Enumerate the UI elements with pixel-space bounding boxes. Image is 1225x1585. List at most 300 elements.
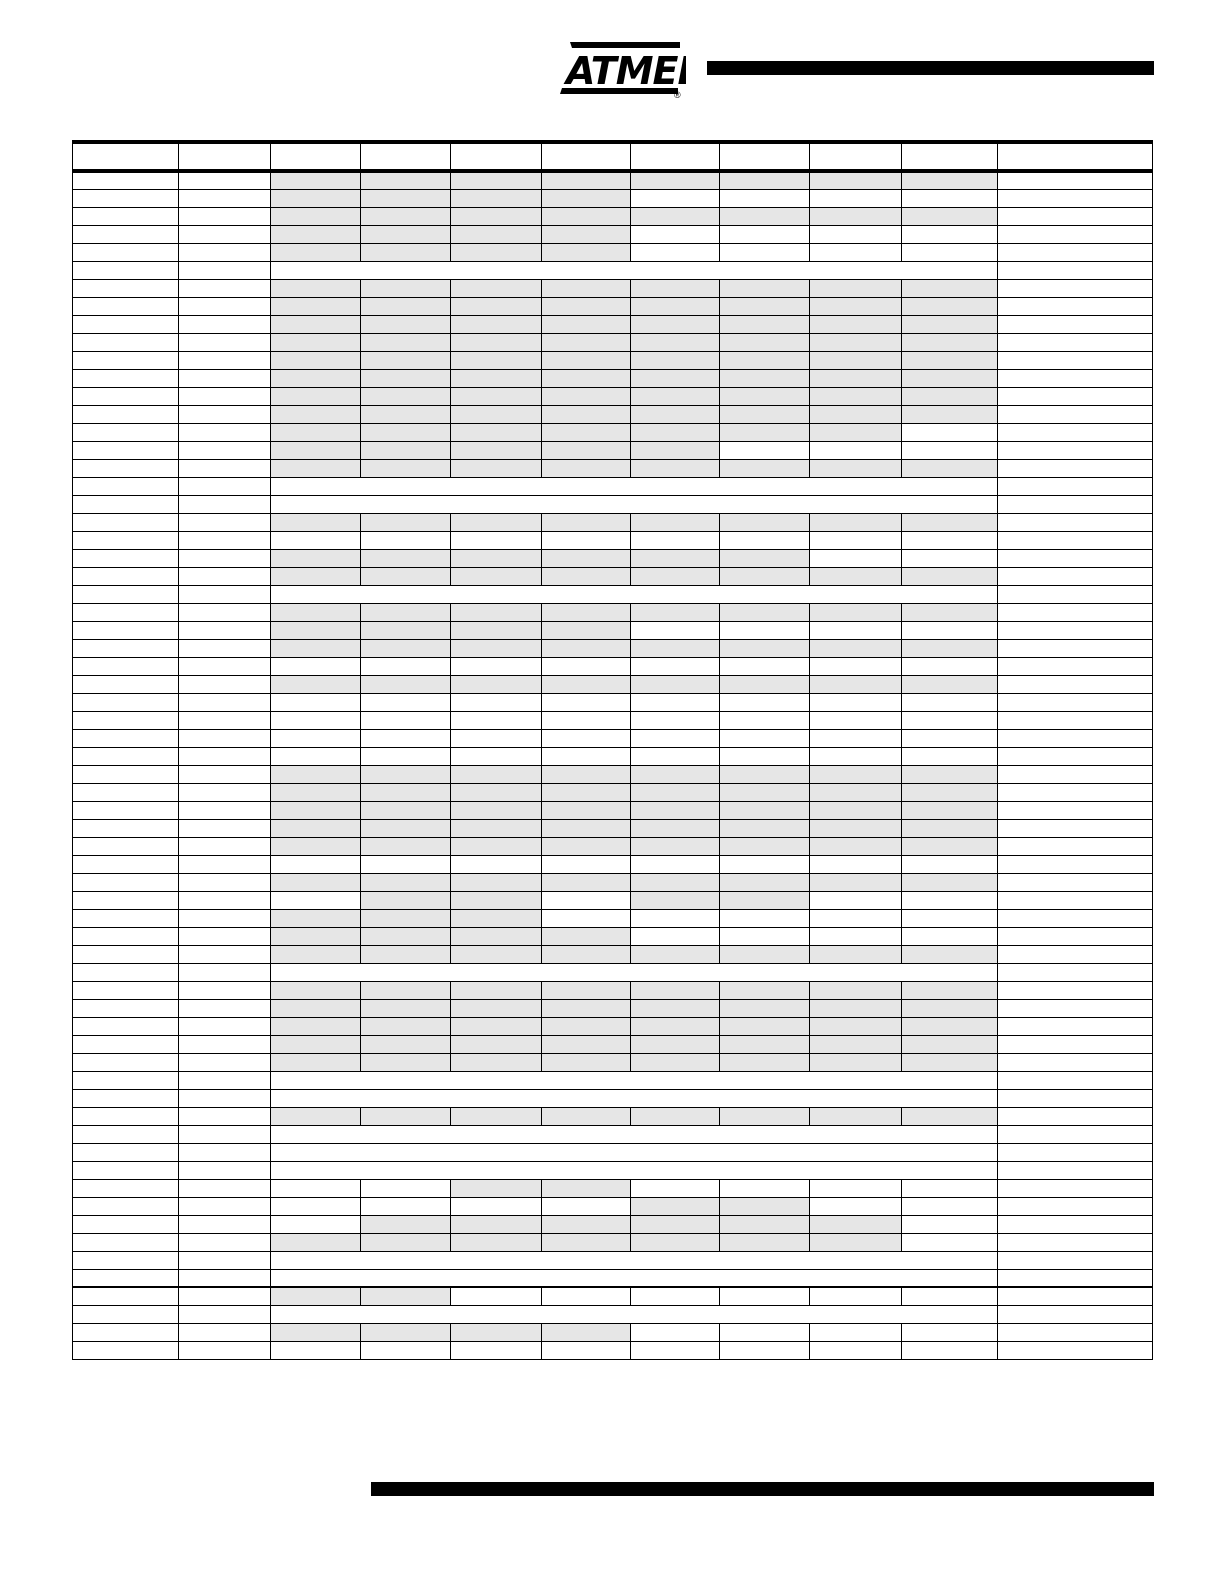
address-cell bbox=[73, 1197, 179, 1215]
bit-cell bbox=[720, 315, 810, 333]
bit-cell bbox=[451, 1233, 542, 1251]
address-cell bbox=[73, 297, 179, 315]
name-cell bbox=[179, 1107, 271, 1125]
bit-cell bbox=[542, 819, 631, 837]
bit-cell bbox=[451, 657, 542, 675]
bit-cell bbox=[542, 801, 631, 819]
bit-cell bbox=[451, 351, 542, 369]
address-cell bbox=[73, 999, 179, 1017]
bit-cell bbox=[361, 639, 451, 657]
bit-cell bbox=[271, 1341, 361, 1359]
table-row bbox=[73, 567, 1153, 585]
address-cell bbox=[73, 315, 179, 333]
bit-cell bbox=[361, 441, 451, 459]
name-cell bbox=[179, 837, 271, 855]
address-cell bbox=[73, 963, 179, 981]
address-cell bbox=[73, 1035, 179, 1053]
table-row bbox=[73, 1251, 1153, 1269]
address-cell bbox=[73, 1017, 179, 1035]
page-cell bbox=[998, 261, 1153, 279]
table-row bbox=[73, 945, 1153, 963]
bit-cell bbox=[720, 765, 810, 783]
table-row bbox=[73, 891, 1153, 909]
address-cell bbox=[73, 621, 179, 639]
page-cell bbox=[998, 495, 1153, 513]
bit-cell bbox=[631, 1341, 720, 1359]
bit-cell bbox=[902, 693, 998, 711]
bit-cell bbox=[631, 441, 720, 459]
bit-cell bbox=[542, 999, 631, 1017]
bit-cell bbox=[810, 801, 902, 819]
table-row bbox=[73, 369, 1153, 387]
table-row bbox=[73, 729, 1153, 747]
bit-cell bbox=[631, 891, 720, 909]
page-cell bbox=[998, 441, 1153, 459]
reserved-span-cell bbox=[271, 477, 998, 495]
bit-cell bbox=[451, 873, 542, 891]
bit-cell bbox=[631, 873, 720, 891]
bit-cell bbox=[631, 675, 720, 693]
footer-rule bbox=[371, 1482, 1154, 1496]
table-row bbox=[73, 801, 1153, 819]
page-cell bbox=[998, 873, 1153, 891]
reserved-span-cell bbox=[271, 963, 998, 981]
bit-cell bbox=[542, 189, 631, 207]
address-cell bbox=[73, 1107, 179, 1125]
bit-cell bbox=[451, 531, 542, 549]
header-cell bbox=[720, 142, 810, 171]
bit-cell bbox=[631, 423, 720, 441]
bit-cell bbox=[902, 729, 998, 747]
bit-cell bbox=[361, 783, 451, 801]
page-cell bbox=[998, 1035, 1153, 1053]
bit-cell bbox=[902, 1107, 998, 1125]
bit-cell bbox=[720, 603, 810, 621]
bit-cell bbox=[902, 837, 998, 855]
bit-cell bbox=[810, 693, 902, 711]
bit-cell bbox=[542, 1107, 631, 1125]
bit-cell bbox=[631, 387, 720, 405]
name-cell bbox=[179, 171, 271, 189]
bit-cell bbox=[902, 801, 998, 819]
bit-cell bbox=[451, 909, 542, 927]
name-cell bbox=[179, 855, 271, 873]
bit-cell bbox=[902, 891, 998, 909]
table-row bbox=[73, 333, 1153, 351]
bit-cell bbox=[720, 1197, 810, 1215]
page-cell bbox=[998, 963, 1153, 981]
bit-cell bbox=[271, 243, 361, 261]
bit-cell bbox=[451, 441, 542, 459]
bit-cell bbox=[631, 657, 720, 675]
bit-cell bbox=[720, 441, 810, 459]
address-cell bbox=[73, 369, 179, 387]
page-cell bbox=[998, 405, 1153, 423]
name-cell bbox=[179, 1017, 271, 1035]
page-cell bbox=[998, 801, 1153, 819]
bit-cell bbox=[720, 531, 810, 549]
bit-cell bbox=[542, 441, 631, 459]
bit-cell bbox=[810, 279, 902, 297]
bit-cell bbox=[271, 1197, 361, 1215]
address-cell bbox=[73, 171, 179, 189]
bit-cell bbox=[810, 369, 902, 387]
bit-cell bbox=[271, 333, 361, 351]
bit-cell bbox=[720, 225, 810, 243]
page-cell bbox=[998, 945, 1153, 963]
bit-cell bbox=[542, 873, 631, 891]
page-cell bbox=[998, 189, 1153, 207]
bit-cell bbox=[271, 171, 361, 189]
address-cell bbox=[73, 243, 179, 261]
bit-cell bbox=[271, 1035, 361, 1053]
bit-cell bbox=[271, 459, 361, 477]
bit-cell bbox=[451, 1341, 542, 1359]
bit-cell bbox=[720, 189, 810, 207]
page-cell bbox=[998, 477, 1153, 495]
address-cell bbox=[73, 783, 179, 801]
bit-cell bbox=[451, 1053, 542, 1071]
bit-cell bbox=[631, 225, 720, 243]
page-cell bbox=[998, 513, 1153, 531]
address-cell bbox=[73, 1089, 179, 1107]
page-cell bbox=[998, 981, 1153, 999]
bit-cell bbox=[810, 945, 902, 963]
page-cell bbox=[998, 1179, 1153, 1197]
page-cell bbox=[998, 1251, 1153, 1269]
bit-cell bbox=[720, 927, 810, 945]
bit-cell bbox=[451, 369, 542, 387]
bit-cell bbox=[451, 621, 542, 639]
bit-cell bbox=[361, 567, 451, 585]
address-cell bbox=[73, 585, 179, 603]
bit-cell bbox=[271, 819, 361, 837]
address-cell bbox=[73, 207, 179, 225]
bit-cell bbox=[810, 549, 902, 567]
bit-cell bbox=[631, 405, 720, 423]
bit-cell bbox=[720, 1179, 810, 1197]
bit-cell bbox=[810, 639, 902, 657]
bit-cell bbox=[902, 873, 998, 891]
name-cell bbox=[179, 279, 271, 297]
page-cell bbox=[998, 1305, 1153, 1323]
name-cell bbox=[179, 1269, 271, 1287]
bit-cell bbox=[271, 837, 361, 855]
bit-cell bbox=[810, 747, 902, 765]
bit-cell bbox=[271, 711, 361, 729]
table-row bbox=[73, 1053, 1153, 1071]
bit-cell bbox=[631, 711, 720, 729]
name-cell bbox=[179, 1179, 271, 1197]
bit-cell bbox=[451, 801, 542, 819]
bit-cell bbox=[810, 729, 902, 747]
bit-cell bbox=[631, 549, 720, 567]
header-rule bbox=[707, 61, 1154, 75]
bit-cell bbox=[810, 837, 902, 855]
name-cell bbox=[179, 549, 271, 567]
bit-cell bbox=[271, 927, 361, 945]
table-row bbox=[73, 1179, 1153, 1197]
bit-cell bbox=[451, 639, 542, 657]
address-cell bbox=[73, 459, 179, 477]
page-cell bbox=[998, 1233, 1153, 1251]
bit-cell bbox=[271, 567, 361, 585]
reserved-span-cell bbox=[271, 1125, 998, 1143]
table-row bbox=[73, 639, 1153, 657]
bit-cell bbox=[810, 207, 902, 225]
page-cell bbox=[998, 1017, 1153, 1035]
table-row bbox=[73, 1341, 1153, 1359]
table-row bbox=[73, 603, 1153, 621]
page-cell bbox=[998, 333, 1153, 351]
bit-cell bbox=[810, 1017, 902, 1035]
bit-cell bbox=[451, 855, 542, 873]
bit-cell bbox=[542, 711, 631, 729]
page-cell bbox=[998, 603, 1153, 621]
bit-cell bbox=[902, 747, 998, 765]
bit-cell bbox=[810, 675, 902, 693]
bit-cell bbox=[361, 747, 451, 765]
name-cell bbox=[179, 351, 271, 369]
bit-cell bbox=[902, 315, 998, 333]
address-cell bbox=[73, 1323, 179, 1341]
page-cell bbox=[998, 1071, 1153, 1089]
address-cell bbox=[73, 1179, 179, 1197]
bit-cell bbox=[720, 693, 810, 711]
name-cell bbox=[179, 333, 271, 351]
bit-cell bbox=[451, 693, 542, 711]
bit-cell bbox=[631, 513, 720, 531]
page-cell bbox=[998, 207, 1153, 225]
bit-cell bbox=[902, 549, 998, 567]
table-row bbox=[73, 495, 1153, 513]
name-cell bbox=[179, 603, 271, 621]
bit-cell bbox=[271, 909, 361, 927]
bit-cell bbox=[542, 603, 631, 621]
bit-cell bbox=[810, 873, 902, 891]
bit-cell bbox=[902, 1017, 998, 1035]
bit-cell bbox=[902, 1053, 998, 1071]
page-cell bbox=[998, 729, 1153, 747]
bit-cell bbox=[271, 369, 361, 387]
bit-cell bbox=[810, 351, 902, 369]
atmel-logo bbox=[560, 36, 686, 100]
bit-cell bbox=[271, 1179, 361, 1197]
bit-cell bbox=[902, 1197, 998, 1215]
bit-cell bbox=[361, 387, 451, 405]
table-row bbox=[73, 225, 1153, 243]
bit-cell bbox=[542, 531, 631, 549]
reserved-span-cell bbox=[271, 1089, 998, 1107]
atmel-logo-graphic bbox=[560, 36, 686, 100]
bit-cell bbox=[720, 1017, 810, 1035]
name-cell bbox=[179, 1125, 271, 1143]
name-cell bbox=[179, 441, 271, 459]
name-cell bbox=[179, 981, 271, 999]
page-cell bbox=[998, 549, 1153, 567]
bit-cell bbox=[542, 639, 631, 657]
page-cell bbox=[998, 387, 1153, 405]
bit-cell bbox=[810, 387, 902, 405]
address-cell bbox=[73, 441, 179, 459]
address-cell bbox=[73, 1251, 179, 1269]
bit-cell bbox=[451, 891, 542, 909]
reserved-span-cell bbox=[271, 1143, 998, 1161]
bit-cell bbox=[631, 1017, 720, 1035]
bit-cell bbox=[720, 639, 810, 657]
address-cell bbox=[73, 423, 179, 441]
bit-cell bbox=[810, 909, 902, 927]
address-cell bbox=[73, 927, 179, 945]
bit-cell bbox=[271, 603, 361, 621]
bit-cell bbox=[902, 1215, 998, 1233]
name-cell bbox=[179, 1233, 271, 1251]
page-cell bbox=[998, 351, 1153, 369]
table-row bbox=[73, 657, 1153, 675]
bit-cell bbox=[810, 225, 902, 243]
address-cell bbox=[73, 387, 179, 405]
bit-cell bbox=[271, 747, 361, 765]
name-cell bbox=[179, 261, 271, 279]
bit-cell bbox=[451, 1035, 542, 1053]
bit-cell bbox=[720, 1035, 810, 1053]
table-row bbox=[73, 927, 1153, 945]
address-cell bbox=[73, 1305, 179, 1323]
address-cell bbox=[73, 801, 179, 819]
bit-cell bbox=[451, 387, 542, 405]
table-row bbox=[73, 441, 1153, 459]
name-cell bbox=[179, 1089, 271, 1107]
bit-cell bbox=[451, 945, 542, 963]
table-row bbox=[73, 315, 1153, 333]
table-row bbox=[73, 963, 1153, 981]
bit-cell bbox=[902, 927, 998, 945]
bit-cell bbox=[720, 999, 810, 1017]
bit-cell bbox=[361, 1215, 451, 1233]
name-cell bbox=[179, 621, 271, 639]
bit-cell bbox=[810, 927, 902, 945]
bit-cell bbox=[451, 1323, 542, 1341]
table-row bbox=[73, 1215, 1153, 1233]
bit-cell bbox=[810, 657, 902, 675]
bit-cell bbox=[361, 819, 451, 837]
bit-cell bbox=[451, 207, 542, 225]
bit-cell bbox=[631, 567, 720, 585]
name-cell bbox=[179, 1323, 271, 1341]
bit-cell bbox=[542, 783, 631, 801]
header-cell bbox=[810, 142, 902, 171]
bit-cell bbox=[271, 981, 361, 999]
name-cell bbox=[179, 711, 271, 729]
bit-cell bbox=[542, 891, 631, 909]
bit-cell bbox=[631, 1197, 720, 1215]
table-row bbox=[73, 1269, 1153, 1287]
address-cell bbox=[73, 729, 179, 747]
page-cell bbox=[998, 1269, 1153, 1287]
table-row bbox=[73, 873, 1153, 891]
page-cell bbox=[998, 531, 1153, 549]
bit-cell bbox=[542, 855, 631, 873]
bit-cell bbox=[720, 297, 810, 315]
bit-cell bbox=[542, 1035, 631, 1053]
bit-cell bbox=[271, 801, 361, 819]
name-cell bbox=[179, 1215, 271, 1233]
name-cell bbox=[179, 225, 271, 243]
page-cell bbox=[998, 657, 1153, 675]
bit-cell bbox=[451, 675, 542, 693]
address-cell bbox=[73, 1233, 179, 1251]
table-row bbox=[73, 837, 1153, 855]
bit-cell bbox=[631, 207, 720, 225]
bit-cell bbox=[720, 405, 810, 423]
address-cell bbox=[73, 711, 179, 729]
bit-cell bbox=[720, 243, 810, 261]
name-cell bbox=[179, 387, 271, 405]
table-row bbox=[73, 549, 1153, 567]
bit-cell bbox=[810, 855, 902, 873]
bit-cell bbox=[542, 387, 631, 405]
page-cell bbox=[998, 423, 1153, 441]
bit-cell bbox=[271, 855, 361, 873]
table-row bbox=[73, 1089, 1153, 1107]
address-cell bbox=[73, 1143, 179, 1161]
bit-cell bbox=[542, 675, 631, 693]
bit-cell bbox=[361, 657, 451, 675]
bit-cell bbox=[451, 819, 542, 837]
table-row bbox=[73, 459, 1153, 477]
address-cell bbox=[73, 693, 179, 711]
address-cell bbox=[73, 351, 179, 369]
bit-cell bbox=[902, 855, 998, 873]
bit-cell bbox=[542, 909, 631, 927]
name-cell bbox=[179, 675, 271, 693]
bit-cell bbox=[361, 801, 451, 819]
bit-cell bbox=[451, 297, 542, 315]
bit-cell bbox=[361, 873, 451, 891]
bit-cell bbox=[810, 1233, 902, 1251]
reserved-span-cell bbox=[271, 495, 998, 513]
address-cell bbox=[73, 1269, 179, 1287]
bit-cell bbox=[631, 531, 720, 549]
bit-cell bbox=[810, 999, 902, 1017]
bit-cell bbox=[451, 783, 542, 801]
bit-cell bbox=[720, 549, 810, 567]
name-cell bbox=[179, 207, 271, 225]
address-cell bbox=[73, 837, 179, 855]
name-cell bbox=[179, 513, 271, 531]
table-row bbox=[73, 675, 1153, 693]
bit-cell bbox=[361, 1323, 451, 1341]
header-cell bbox=[73, 142, 179, 171]
name-cell bbox=[179, 1197, 271, 1215]
bit-cell bbox=[902, 999, 998, 1017]
page-cell bbox=[998, 1161, 1153, 1179]
bit-cell bbox=[810, 621, 902, 639]
reserved-span-cell bbox=[271, 585, 998, 603]
bit-cell bbox=[451, 225, 542, 243]
page-cell bbox=[998, 225, 1153, 243]
bit-cell bbox=[720, 459, 810, 477]
bit-cell bbox=[271, 189, 361, 207]
table-row bbox=[73, 1071, 1153, 1089]
bit-cell bbox=[810, 1107, 902, 1125]
bit-cell bbox=[542, 333, 631, 351]
table-row bbox=[73, 1161, 1153, 1179]
bit-cell bbox=[720, 1341, 810, 1359]
bit-cell bbox=[902, 639, 998, 657]
bit-cell bbox=[902, 1035, 998, 1053]
bit-cell bbox=[810, 603, 902, 621]
